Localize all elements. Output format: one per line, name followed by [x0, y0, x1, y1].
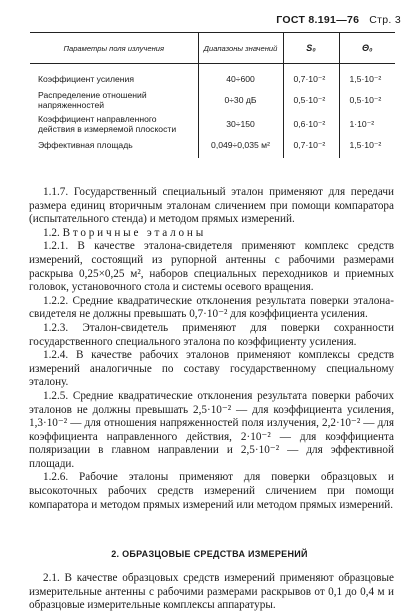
- table-row: [30, 112, 395, 136]
- header-parameters: Параметры поля излучения: [30, 33, 198, 64]
- paragraph-1-2-6: 1.2.6. Рабочие эталоны применяют для поверки образцовых и высокоточных рабочих средств измерений сличением при помощи компаратора и методом прямых измерений или методом прямых измерений.: [29, 471, 394, 511]
- section-heading: 2. ОБРАЗЦОВЫЕ СРЕДСТВА ИЗМЕРЕНИЙ: [111, 549, 308, 559]
- param-theta0: 1·10⁻²: [339, 112, 395, 136]
- table-row: [30, 88, 395, 112]
- section-2-body: [29, 572, 394, 613]
- subsection-number: 1.2.: [43, 226, 60, 239]
- param-name: Распределение отношений напряженностей: [38, 90, 147, 110]
- header-s0: S₀: [283, 33, 339, 64]
- param-range: 0÷30 дБ: [198, 88, 283, 112]
- param-range: 0,049÷0,035 м²: [198, 136, 283, 158]
- header-ranges: Диапазоны значений: [198, 33, 283, 64]
- param-name: Коэффициент усиления: [38, 74, 134, 84]
- paragraph-1-2-1: 1.2.1. В качестве эталона-свидетеля применяют комплекс средств измерений, состоящий из рупорной антенны с рабочими размерами раскрыва 0,25×0,25 м², наборов специальных переходников и приемных головок, установочного стола и системы осевого вращения.: [29, 240, 394, 294]
- param-name: Эффективная площадь: [38, 140, 133, 150]
- subsection-heading-1-2: [29, 227, 394, 241]
- param-theta0: 1,5·10⁻²: [339, 64, 395, 89]
- parameters-table: [30, 32, 395, 158]
- table-row: [30, 64, 395, 89]
- table-header-row: [30, 33, 395, 64]
- page-header: [276, 14, 401, 26]
- subsection-title: Вторичные эталоны: [62, 226, 207, 239]
- param-s0: 0,7·10⁻²: [283, 64, 339, 89]
- paragraph-1-2-2: 1.2.2. Средние квадратические отклонения результата поверки эталона-свидетеля не должны превышать 0,7·10⁻² для коэффициента усиления.: [29, 294, 394, 321]
- header-theta0: Θ₀: [339, 33, 395, 64]
- standard-number: ГОСТ 8.191—76: [276, 14, 360, 26]
- paragraph-1-2-4: 1.2.4. В качестве рабочих эталонов применяют комплексы средств измерений аналогичные по составу государственному специальному эталону.: [29, 349, 394, 389]
- paragraph-1-2-3: 1.2.3. Эталон-свидетель применяют для поверки сохранности государственного специального эталона по коэффициенту усиления.: [29, 321, 394, 348]
- param-s0: 0,7·10⁻²: [283, 136, 339, 158]
- param-s0: 0,6·10⁻²: [283, 112, 339, 136]
- param-name: Коэффициент направленного действия в измеряемой плоскости: [38, 114, 177, 134]
- table-row: [30, 136, 395, 158]
- paragraph-2-1: 2.1. В качестве образцовых средств измерений применяют образцовые измерительные антенны с рабочими размерами раскрывов от 0,1 до 0,4 м и образцовые измерительные комплексы аппаратуры.: [29, 572, 394, 612]
- param-s0: 0,5·10⁻²: [283, 88, 339, 112]
- page-number: Стр. 3: [369, 14, 401, 26]
- param-range: 30÷150: [198, 112, 283, 136]
- param-range: 40÷600: [198, 64, 283, 89]
- paragraph-1-1-7: 1.1.7. Государственный специальный эталон применяют для передачи размера единиц вторичным эталонам сличением при помощи компаратора (испытательного стенда) и методом прямых измерений.: [29, 186, 394, 226]
- paragraph-1-2-5: 1.2.5. Средние квадратические отклонения результата поверки рабочих эталонов не должны превышать 2,5·10⁻² — для коэффициента усиления, 1,3·10⁻² — для отношения напряженностей поля излучения, 2,2·10⁻² — для коэффициента направленного действия, 2·10⁻² — для коэффициента поляризации в главном направлении и 2,5·10⁻² — для эффективной площади.: [29, 389, 394, 470]
- document-body: [29, 186, 394, 512]
- param-theta0: 0,5·10⁻²: [339, 88, 395, 112]
- param-theta0: 1,5·10⁻²: [339, 136, 395, 158]
